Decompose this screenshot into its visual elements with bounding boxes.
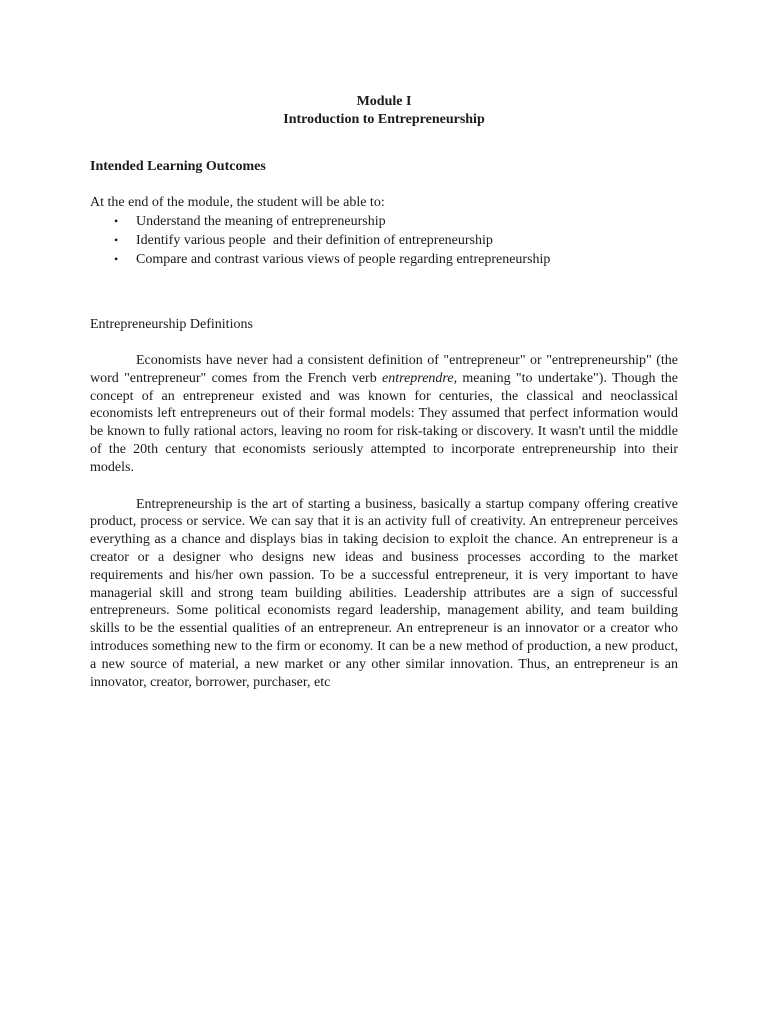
outcomes-heading: Intended Learning Outcomes [90, 159, 266, 174]
list-item [90, 212, 678, 231]
definitions-heading: Entrepreneurship Definitions [90, 317, 253, 332]
paragraph-entrepreneurship: Entrepreneurship is the art of starting a business, basically a startup company offering creative product, process or service. We can say that it is an activity full of creativity. An entrepreneur perceives everything as a chance and displays bias in taking decision to exploit the chance. An entrepreneur is a creator or a designer who designs new ideas and business processes according to the market requirements and his/her own passion. To be a successful entrepreneur, it is very important to have managerial skill and strong team building abilities. Leadership attributes are a sign of successful entrepreneurs. Some political economists regard leadership, management ability, and team building skills to be the essential qualities of an entrepreneur. An entrepreneur is an innovator or a creator who introduces something new to the firm or economy. It can be a new method of production, a new product, a new source of material, a new market or any other similar innovation. Thus, an entrepreneur is an innovator, creator, borrower, purchaser, etc [90, 496, 678, 690]
bullet-icon: • [114, 214, 119, 228]
paragraph-text: Economists have never had a consistent definition of "entrepreneur" or "entrepreneurship" (the word "entrepreneur" comes from the French verb [90, 353, 678, 386]
list-item [90, 250, 678, 269]
bullet-icon: • [114, 252, 119, 266]
paragraph-economists [90, 352, 678, 477]
list-item [90, 231, 678, 250]
outcome-text: Identify various people and their definition of entrepreneurship [136, 233, 493, 248]
module-number: Module I [356, 94, 412, 109]
outcomes-list [90, 212, 678, 269]
outcome-text: Compare and contrast various views of people regarding entrepreneurship [136, 252, 551, 267]
bullet-icon: • [114, 233, 119, 247]
outcome-text: Understand the meaning of entrepreneurship [136, 214, 386, 229]
outcomes-intro: At the end of the module, the student will be able to: [90, 195, 385, 210]
module-title-block [90, 93, 678, 129]
french-verb: entreprendre [382, 370, 454, 386]
module-title: Introduction to Entrepreneurship [283, 112, 485, 127]
document-body [90, 93, 678, 691]
paragraph-text: , meaning "to undertake"). Though the concept of an entrepreneur existed and was known for centuries, the classical and neoclassical economists left entrepreneurs out of their formal models: They assumed that perfect information would be known to fully rational actors, leaving no room for risk-taking or discovery. It wasn't until the middle of the 20th century that economists seriously attempted to incorporate entrepreneurship into their models. [90, 370, 678, 475]
